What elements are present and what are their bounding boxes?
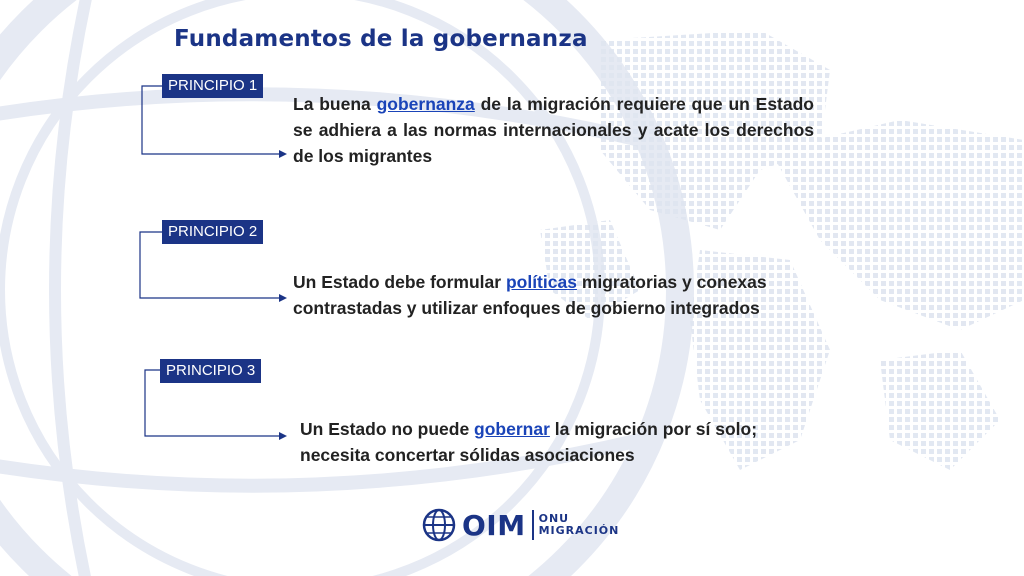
logo-divider <box>532 510 534 540</box>
principle-2-text <box>293 269 813 321</box>
principle-3-text <box>300 416 800 468</box>
logo-subtitle <box>539 513 620 537</box>
principle-1-badge: PRINCIPIO 1 <box>162 74 263 98</box>
principle-3-badge: PRINCIPIO 3 <box>160 359 261 383</box>
gobernanza-link[interactable]: gobernanza <box>376 94 475 114</box>
politicas-link[interactable]: políticas <box>505 272 577 292</box>
principle-2-text-before: Un Estado debe formular <box>293 272 506 292</box>
principle-2-text-after: migratorias y conexas contrastadas y utilizar enfoques de gobierno integrados <box>293 272 767 318</box>
globe-emblem-icon <box>422 508 456 542</box>
principle-3-text-after: la migración por sí solo; necesita concertar sólidas asociaciones <box>300 419 758 465</box>
principle-1-text-before: La buena <box>293 94 377 114</box>
logo-line-1: ONU <box>538 512 570 525</box>
principle-2-badge: PRINCIPIO 2 <box>162 220 263 244</box>
gobernar-link[interactable]: gobernar <box>474 419 550 439</box>
oim-logo <box>422 508 619 542</box>
slide-title: Fundamentos de la gobernanza <box>174 26 588 52</box>
principle-1-text <box>293 91 814 169</box>
principle-3-text-before: Un Estado no puede <box>300 419 475 439</box>
logo-acronym: OIM <box>462 508 526 542</box>
principle-1-text-after: de la migración requiere que un Estado se adhiera a las normas internacionales y acate los derechos de los migrantes <box>293 94 814 166</box>
logo-line-2: MIGRACIÓN <box>538 524 620 537</box>
